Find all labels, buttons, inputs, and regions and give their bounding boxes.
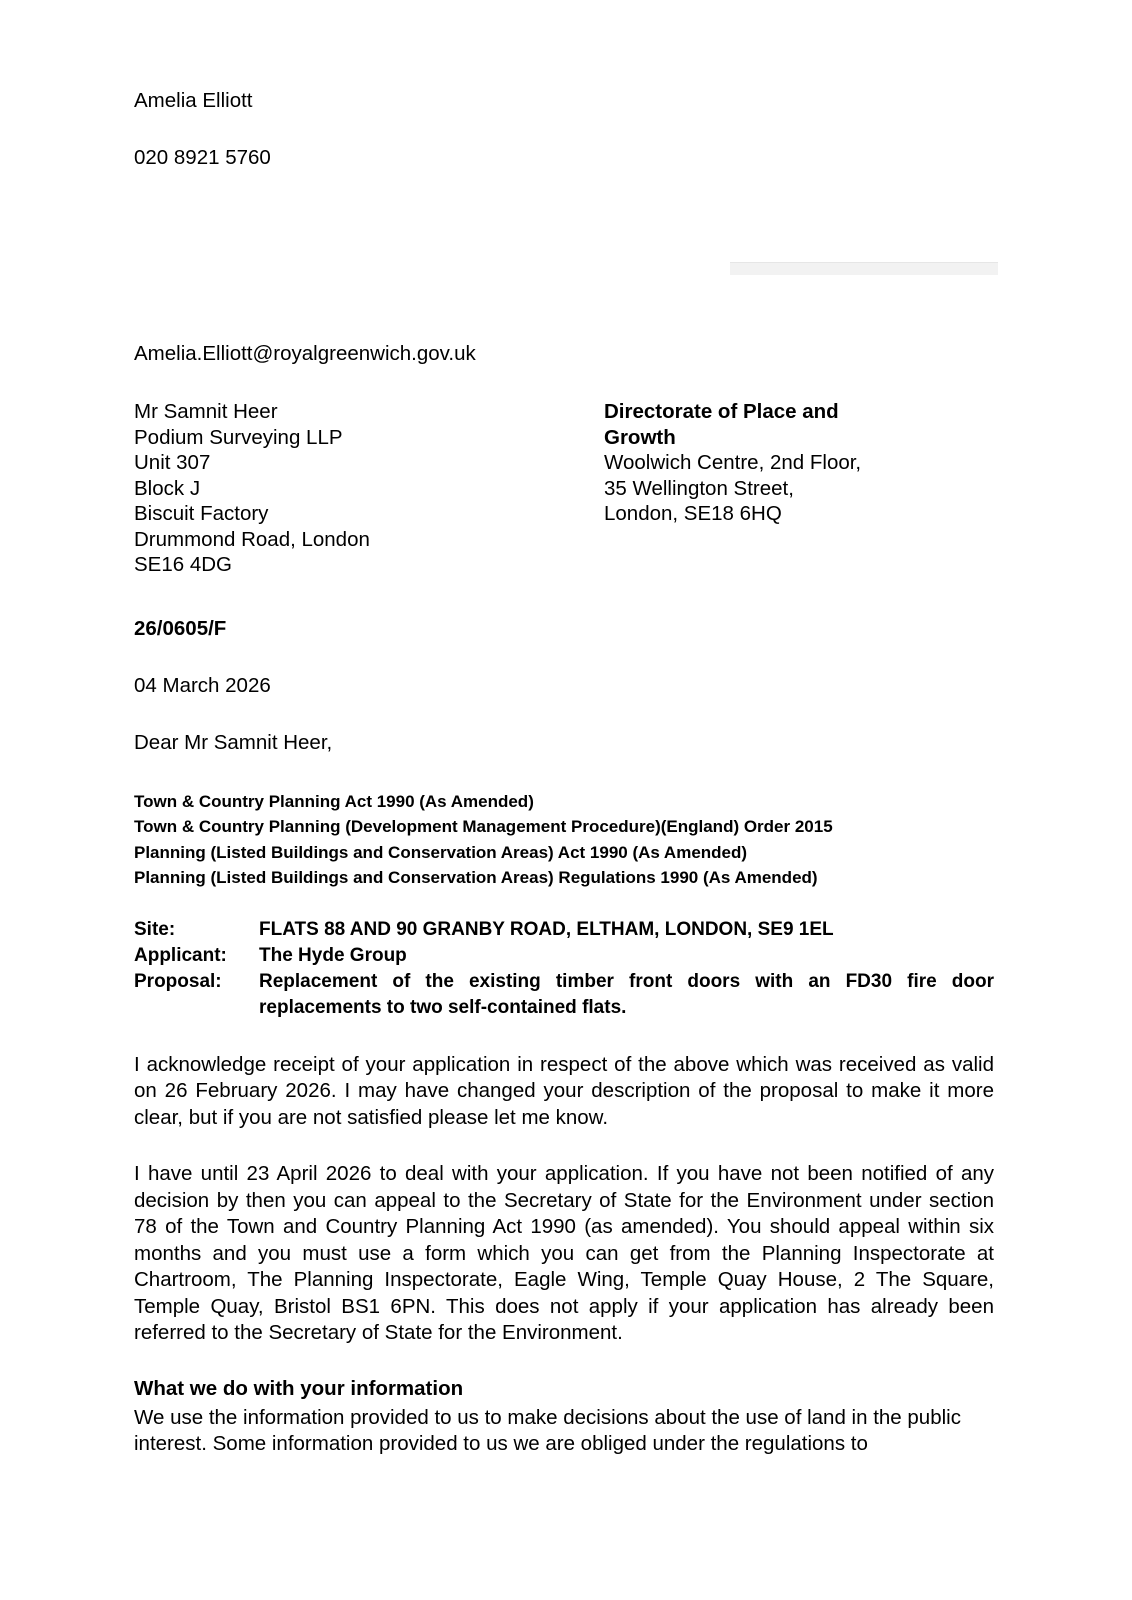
sender-address-line: 35 Wellington Street, [604,476,794,500]
officer-name: Amelia Elliott [134,89,253,112]
recipient-address-line: Mr Samnit Heer [134,400,278,423]
legislation-item: Town & Country Planning Act 1990 (As Amended) [134,791,534,811]
recipient-address-line: SE16 4DG [134,553,232,576]
site-value: FLATS 88 AND 90 GRANBY ROAD, ELTHAM, LONDON, SE9 1EL [259,918,834,940]
information-paragraph: We use the information provided to us to make decisions about the use of land in the public interest. Some information provided to us we are obliged under the regulations to [134,1405,961,1455]
site-row [134,917,994,943]
recipient-address-line: Unit 307 [134,451,211,474]
proposal-value: Replacement of the existing timber front doors with an FD30 fire door replacements to two self-contained flats. [259,970,994,1018]
sender-address [604,399,994,578]
applicant-label: Applicant: [134,944,227,966]
salutation: Dear Mr Samnit Heer, [134,730,333,754]
legislation-list [134,789,994,891]
letter-content [134,88,994,1458]
officer-phone: 020 8921 5760 [134,146,271,169]
application-reference: 26/0605/F [134,616,227,640]
address-block [134,399,994,578]
legislation-item: Planning (Listed Buildings and Conservation Areas) Regulations 1990 (As Amended) [134,868,818,887]
legislation-item: Planning (Listed Buildings and Conservation Areas) Act 1990 (As Amended) [134,842,748,862]
information-section-heading: What we do with your information [134,1376,464,1400]
sender-department: Directorate of Place and Growth [604,400,839,449]
application-details [134,917,994,1021]
recipient-address-line: Block J [134,476,201,500]
proposal-label: Proposal: [134,970,222,992]
legislation-item: Town & Country Planning (Development Management Procedure)(England) Order 2015 [134,817,833,836]
recipient-address-line: Biscuit Factory [134,502,269,525]
site-label: Site: [134,918,176,940]
officer-email: Amelia.Elliott@royalgreenwich.gov.uk [134,342,476,365]
recipient-address-line: Podium Surveying LLP [134,425,343,449]
applicant-value: The Hyde Group [259,944,407,966]
recipient-address [134,399,604,578]
proposal-row [134,969,994,1021]
recipient-address-line: Drummond Road, London [134,527,370,551]
sender-address-line: London, SE18 6HQ [604,502,782,525]
appeal-paragraph: I have until 23 April 2026 to deal with your application. If you have not been notified of any decision by then you can appeal to the Secretary of State for the Environment under section 78 of the Town and Country Planning Act 1990 (as amended). You should appeal within six months and you must use a form which you can get from the Planning Inspectorate at Chartroom, The Planning Inspectorate, Eagle Wing, Temple Quay House, 2 The Square, Temple Quay, Bristol BS1 6PN. This does not apply if your application has already been referred to the Secretary of State for the Environment. [134,1162,994,1344]
letter-date: 04 March 2026 [134,673,271,697]
applicant-row [134,943,994,969]
acknowledgement-paragraph: I acknowledge receipt of your application in respect of the above which was received as valid on 26 February 2026. I may have changed your description of the proposal to make it more clear, but if you are not satisfied please let me know. [134,1052,994,1129]
sender-address-line: Woolwich Centre, 2nd Floor, [604,451,862,474]
